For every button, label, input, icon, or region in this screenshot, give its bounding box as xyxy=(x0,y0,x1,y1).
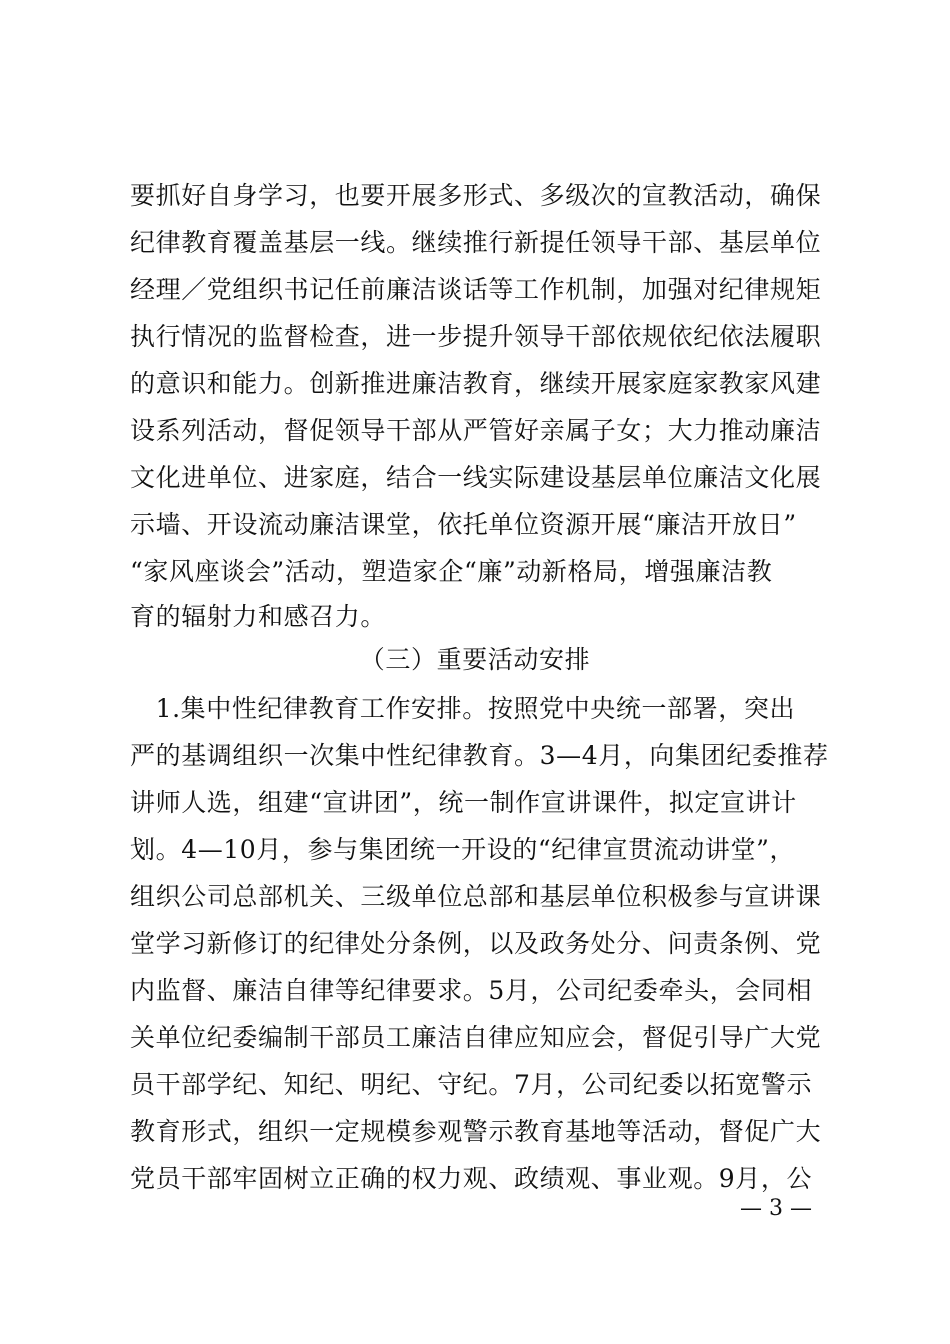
paragraph-2-line: 1.集中性纪律教育工作安排。按照党中央统一部署，突出 xyxy=(130,694,796,723)
paragraph-2-line: 堂学习新修订的纪律处分条例，以及政务处分、问责条例、党 xyxy=(130,929,822,958)
paragraph-1-line: 纪律教育覆盖基层一线。继续推行新提任领导干部、基层单位 xyxy=(130,228,822,257)
paragraph-1-line: 的意识和能力。创新推进廉洁教育，继续开展家庭家教家风建 xyxy=(130,369,822,398)
paragraph-2-line: 划。4—10月，参与集团统一开设的“纪律宣贯流动讲堂”， xyxy=(130,835,796,864)
paragraph-2-line: 员干部学纪、知纪、明纪、守纪。7月，公司纪委以拓宽警示 xyxy=(130,1070,813,1099)
paragraph-1-line: “家风座谈会”活动，塑造家企“廉”动新格局，增强廉洁教 xyxy=(130,557,773,586)
paragraph-1-line: 文化进单位、进家庭，结合一线实际建设基层单位廉洁文化展 xyxy=(130,463,822,492)
paragraph-2-line: 严的基调组织一次集中性纪律教育。3—4月，向集团纪委推荐 xyxy=(130,741,829,770)
paragraph-2-line: 组织公司总部机关、三级单位总部和基层单位积极参与宣讲课 xyxy=(130,882,822,911)
paragraph-2-line: 讲师人选，组建“宣讲团”，统一制作宣讲课件，拟定宣讲计 xyxy=(130,788,797,817)
paragraph-1-line: 要抓好自身学习，也要开展多形式、多级次的宣教活动，确保 xyxy=(130,181,822,210)
paragraph-1-line: 设系列活动，督促领导干部从严管好亲属子女；大力推动廉洁 xyxy=(130,416,822,445)
paragraph-1-line: 经理／党组织书记任前廉洁谈话等工作机制，加强对纪律规矩 xyxy=(130,275,822,304)
paragraph-1-line: 育的辐射力和感召力。 xyxy=(130,602,387,631)
paragraph-2-line: 党员干部牢固树立正确的权力观、政绩观、事业观。9月，公 xyxy=(130,1164,813,1193)
page-number: — 3 — xyxy=(740,1196,812,1221)
paragraph-2-line: 关单位纪委编制干部员工廉洁自律应知应会，督促引导广大党 xyxy=(130,1023,822,1052)
section-heading: （三）重要活动安排 xyxy=(359,645,591,674)
paragraph-2-line: 教育形式，组织一定规模参观警示教育基地等活动，督促广大 xyxy=(130,1117,822,1146)
paragraph-1-line: 示墙、开设流动廉洁课堂，依托单位资源开展“廉洁开放日” xyxy=(130,510,797,539)
paragraph-1-line: 执行情况的监督检查，进一步提升领导干部依规依纪依法履职 xyxy=(130,322,822,351)
paragraph-2-line: 内监督、廉洁自律等纪律要求。5月，公司纪委牵头，会同相 xyxy=(130,976,813,1005)
